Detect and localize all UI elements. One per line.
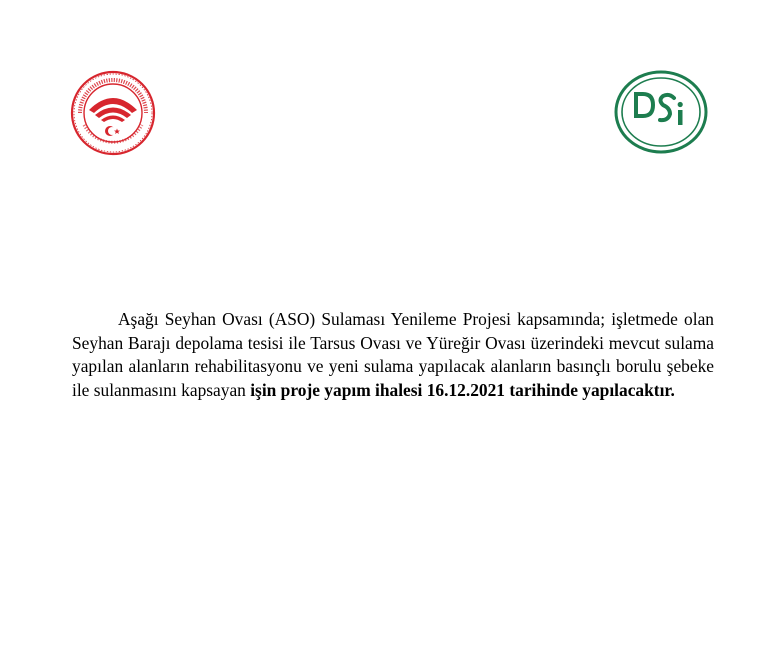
ministry-seal-icon [70, 70, 156, 156]
announcement-paragraph [72, 308, 714, 402]
dsi-logo-icon [614, 70, 708, 154]
ministry-seal-logo [70, 70, 156, 156]
announcement-bold-text: işin proje yapım ihalesi 16.12.2021 tarihinde yapılacaktır. [250, 379, 675, 400]
announcement-text: Aşağı Seyhan Ovası (ASO) Sulaması Yenileme Projesi kapsamında; işletmede olan Seyhan Barajı depolama tesisi ile Tarsus Ovası ve Yüreğir Ovası üzerindeki mevcut sulama yapılan alanların rehabilitasyonu ve yeni sulama yapılacak alanların basınçlı borulu şebeke ile sulanmasını kapsayan [72, 309, 714, 400]
dsi-logo [614, 70, 708, 154]
